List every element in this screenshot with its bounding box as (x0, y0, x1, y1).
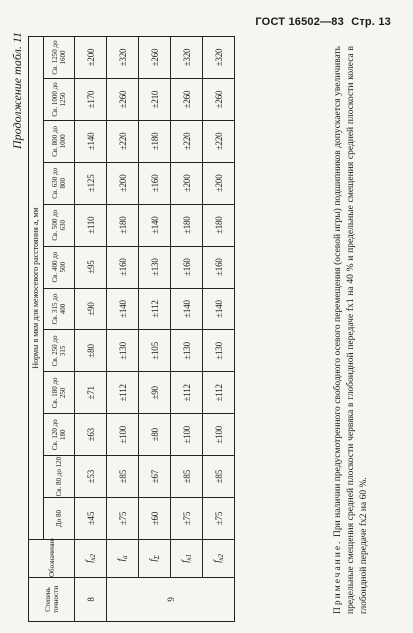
header-range: Св. 250 до 315 (44, 330, 75, 372)
note-label: Примечание. (333, 539, 343, 614)
value-cell: ±210 (139, 79, 171, 121)
header-grade: Степень точности (29, 578, 75, 622)
value-cell: ±100 (203, 414, 235, 456)
note-text: При наличии предусмотренного свободного осевого перемещения (осевой игры) подшипников допускается увеличивать предельные смещения средней плоскости червяка в глобоидной передаче fx1 на 40 % и предельные смещения средней плоскости колеса в глобоидной передаче fx2 на 60 %. (333, 45, 369, 614)
header-range: Св. 800 до 1000 (44, 120, 75, 162)
value-cell: ±180 (107, 204, 139, 246)
value-cell: ±220 (171, 120, 203, 162)
value-cell: ±140 (139, 204, 171, 246)
symbol-subscript: Σ (152, 555, 161, 560)
value-cell: ±130 (107, 330, 139, 372)
value-cell: ±140 (75, 120, 107, 162)
value-cell: ±112 (139, 288, 171, 330)
value-cell: ±160 (203, 246, 235, 288)
norms-table (28, 36, 235, 622)
value-cell: ±200 (75, 37, 107, 79)
table-row (203, 37, 235, 622)
symbol-cell (203, 540, 235, 578)
header-range: Св. 1250 до 1600 (44, 37, 75, 79)
value-cell: ±180 (139, 120, 171, 162)
value-cell: ±260 (203, 79, 235, 121)
table-continuation-label: Продолжение табл. 11 (10, 32, 24, 150)
symbol-letter: f (84, 560, 95, 563)
value-cell: ±105 (139, 330, 171, 372)
value-cell: ±75 (107, 498, 139, 540)
header-symbol: Обозначение (29, 540, 75, 578)
header-ranges-row (44, 37, 75, 622)
value-cell: ±130 (171, 330, 203, 372)
value-cell: ±140 (171, 288, 203, 330)
symbol-letter: f (148, 559, 159, 562)
value-cell: ±75 (203, 498, 235, 540)
value-cell: ±112 (203, 372, 235, 414)
table-row (139, 37, 171, 622)
value-cell: ±90 (75, 288, 107, 330)
value-cell: ±180 (171, 204, 203, 246)
header-range: Св. 400 до 500 (44, 246, 75, 288)
symbol-cell (107, 540, 139, 578)
value-cell: ±140 (203, 288, 235, 330)
symbol-letter: f (212, 560, 223, 563)
value-cell: ±320 (203, 37, 235, 79)
value-cell: ±320 (107, 37, 139, 79)
value-cell: ±170 (75, 79, 107, 121)
value-cell: ±95 (75, 246, 107, 288)
header-range: Св. 315 до 400 (44, 288, 75, 330)
value-cell: ±45 (75, 498, 107, 540)
header-range: Св. 180 до 250 (44, 372, 75, 414)
value-cell: ±320 (171, 37, 203, 79)
value-cell: ±80 (139, 414, 171, 456)
value-cell: ±112 (171, 372, 203, 414)
grade-cell: 8 (75, 578, 107, 622)
value-cell: ±130 (203, 330, 235, 372)
table-row (75, 37, 107, 622)
page-number: Стр. 13 (351, 16, 391, 28)
value-cell: ±220 (203, 120, 235, 162)
header-range: Св. 630 до 800 (44, 162, 75, 204)
value-cell: ±60 (139, 498, 171, 540)
value-cell: ±67 (139, 456, 171, 498)
value-cell: ±75 (171, 498, 203, 540)
page-header (251, 16, 391, 28)
value-cell: ±180 (203, 204, 235, 246)
symbol-letter: f (180, 560, 191, 563)
symbol-subscript: x1 (184, 554, 193, 561)
value-cell: ±200 (203, 162, 235, 204)
value-cell: ±260 (107, 79, 139, 121)
value-cell: ±130 (139, 246, 171, 288)
header-norms-group: Нормы в мкм для межосевого расстояния a, мм (29, 37, 44, 540)
header-range: До 80 (44, 498, 75, 540)
header-range: Св. 1000 до 1250 (44, 79, 75, 121)
value-cell: ±125 (75, 162, 107, 204)
value-cell: ±100 (171, 414, 203, 456)
header-range: Св. 80 до 120 (44, 456, 75, 498)
value-cell: ±110 (75, 204, 107, 246)
header-range: Св. 120 до 180 (44, 414, 75, 456)
table-note (332, 46, 371, 614)
value-cell: ±63 (75, 414, 107, 456)
symbol-subscript: x2 (216, 554, 225, 561)
value-cell: ±160 (171, 246, 203, 288)
symbol-cell (139, 540, 171, 578)
value-cell: ±80 (75, 330, 107, 372)
value-cell: ±260 (139, 37, 171, 79)
table-body (75, 37, 235, 622)
value-cell: ±140 (107, 288, 139, 330)
standard-number: ГОСТ 16502—83 (255, 16, 344, 28)
symbol-subscript: a (120, 555, 129, 559)
value-cell: ±85 (171, 456, 203, 498)
value-cell: ±71 (75, 372, 107, 414)
symbol-cell (171, 540, 203, 578)
value-cell: ±85 (203, 456, 235, 498)
value-cell: ±53 (75, 456, 107, 498)
symbol-cell (75, 540, 107, 578)
rotated-content (10, 32, 395, 628)
table-header-row (29, 37, 44, 622)
table-row (107, 37, 139, 622)
value-cell: ±160 (139, 162, 171, 204)
value-cell: ±160 (107, 246, 139, 288)
symbol-subscript: x2 (88, 554, 97, 561)
value-cell: ±85 (107, 456, 139, 498)
value-cell: ±90 (139, 372, 171, 414)
header-range: Св. 500 до 630 (44, 204, 75, 246)
value-cell: ±220 (107, 120, 139, 162)
value-cell: ±100 (107, 414, 139, 456)
value-cell: ±200 (107, 162, 139, 204)
grade-cell: 9 (107, 578, 235, 622)
value-cell: ±260 (171, 79, 203, 121)
symbol-letter: f (116, 559, 127, 562)
value-cell: ±200 (171, 162, 203, 204)
value-cell: ±112 (107, 372, 139, 414)
table-row (171, 37, 203, 622)
